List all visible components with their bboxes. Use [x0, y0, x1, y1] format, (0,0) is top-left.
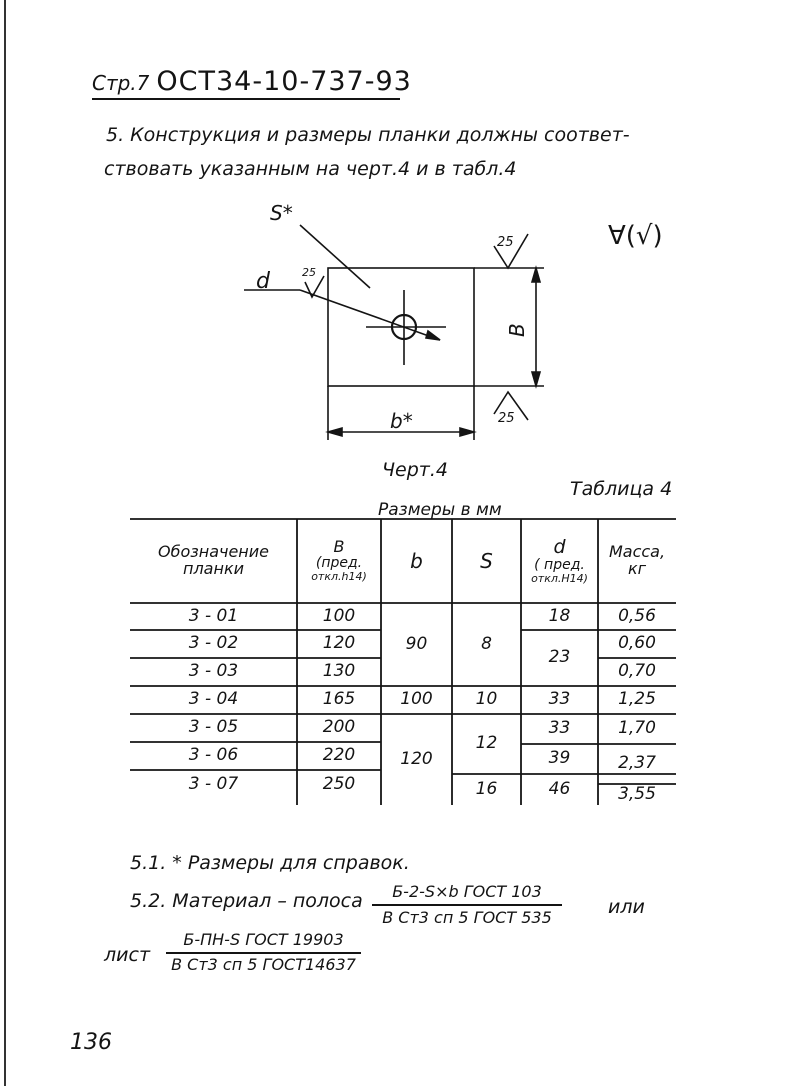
mass-cell: 2,37: [618, 753, 656, 774]
header-mass: Масса, кг: [608, 542, 666, 578]
designation-cell: 3 - 03: [188, 661, 239, 682]
mass-cell: 0,70: [618, 661, 656, 682]
label-bstar: b*: [390, 409, 413, 433]
header-B: B: [333, 537, 345, 557]
d-cell: 46: [548, 778, 571, 799]
header-s: S: [480, 548, 493, 573]
b-cell: 100: [400, 689, 433, 710]
B-cell: 130: [322, 661, 356, 682]
designation-cell: 3 - 04: [188, 689, 239, 710]
header-b: b: [410, 548, 423, 573]
label-s: S*: [270, 201, 293, 225]
note-5-2-prefix: 5.2. Материал – полоса: [130, 890, 363, 912]
note-5-2-fraction-line: [372, 904, 562, 906]
s-cell: 12: [475, 733, 498, 754]
note-5-2-numerator: Б-2-S×b ГОСТ 103: [392, 882, 542, 901]
d-cell: 39: [548, 748, 571, 769]
designation-cell: 3 - 07: [188, 774, 239, 795]
header-d-cell: [521, 519, 598, 603]
doc-code: ОСТ34-10-737-93: [156, 66, 412, 97]
s-cell: 8: [481, 633, 492, 654]
table-subtitle: Размеры в мм: [378, 500, 502, 520]
section-5-line-2: ствовать указанным на черт.4 и в табл.4: [104, 158, 517, 180]
mass-cell: 0,56: [618, 605, 656, 626]
designation-cell: 3 - 05: [188, 717, 239, 738]
header-d-sub1: ( пред.: [534, 556, 585, 573]
designation-cell: 3 - 02: [188, 633, 239, 654]
b-cell: 120: [400, 748, 433, 769]
roughness-bottom-label: 25: [498, 411, 515, 426]
drawing-caption: Черт.4: [382, 459, 448, 481]
page-ref: Стр.7: [92, 71, 150, 95]
B-cell: 200: [322, 717, 356, 738]
d-cell: 23: [548, 647, 571, 668]
sheet-numerator: Б-ПН-S ГОСТ 19903: [183, 930, 344, 949]
mass-cell: 3,55: [618, 783, 656, 804]
designation-cell: 3 - 06: [188, 745, 239, 766]
mass-cell: 0,60: [618, 633, 656, 654]
mass-cell: 1,25: [618, 689, 656, 710]
note-5-2-denominator: В Ст3 сп 5 ГОСТ 535: [382, 908, 552, 927]
roughness-general-symbol: ∀(√): [608, 221, 663, 251]
B-cell: 100: [322, 605, 356, 626]
d-cell: 18: [548, 605, 571, 626]
note-5-1: 5.1. * Размеры для справок.: [130, 852, 410, 874]
roughness-small-label: 25: [302, 266, 316, 279]
d-cell: 33: [548, 718, 571, 739]
header-B-sub2: откл.h14): [311, 569, 367, 583]
header-designation: Обозначение планки: [157, 542, 270, 578]
header-B-sub1: (пред.: [315, 555, 363, 572]
B-cell: 220: [322, 745, 356, 766]
label-B: B: [505, 323, 529, 337]
header-d: d: [553, 535, 566, 558]
sheet-denominator: В Ст3 сп 5 ГОСТ14637: [171, 955, 356, 974]
s-cell: 16: [475, 778, 498, 799]
page-number: 136: [70, 1030, 112, 1055]
note-5-2-or: или: [608, 896, 645, 918]
s-cell: 10: [475, 689, 498, 710]
section-5-line-1: 5. Конструкция и размеры планки должны соответ-: [106, 124, 630, 146]
B-cell: 250: [322, 774, 356, 795]
sheet-fraction-line: [166, 952, 361, 954]
B-cell: 120: [322, 633, 356, 654]
sheet-prefix: лист: [104, 944, 151, 966]
B-cell: 165: [322, 689, 356, 710]
label-d: d: [256, 269, 270, 294]
table-title: Таблица 4: [570, 478, 673, 500]
header-B-cell: [297, 519, 381, 603]
mass-cell: 1,70: [618, 718, 656, 739]
roughness-top-label: 25: [497, 235, 514, 250]
b-cell: 90: [405, 633, 428, 654]
designation-cell: 3 - 01: [188, 605, 239, 626]
d-cell: 33: [548, 689, 571, 710]
header-d-sub2: откл.H14): [531, 571, 588, 585]
